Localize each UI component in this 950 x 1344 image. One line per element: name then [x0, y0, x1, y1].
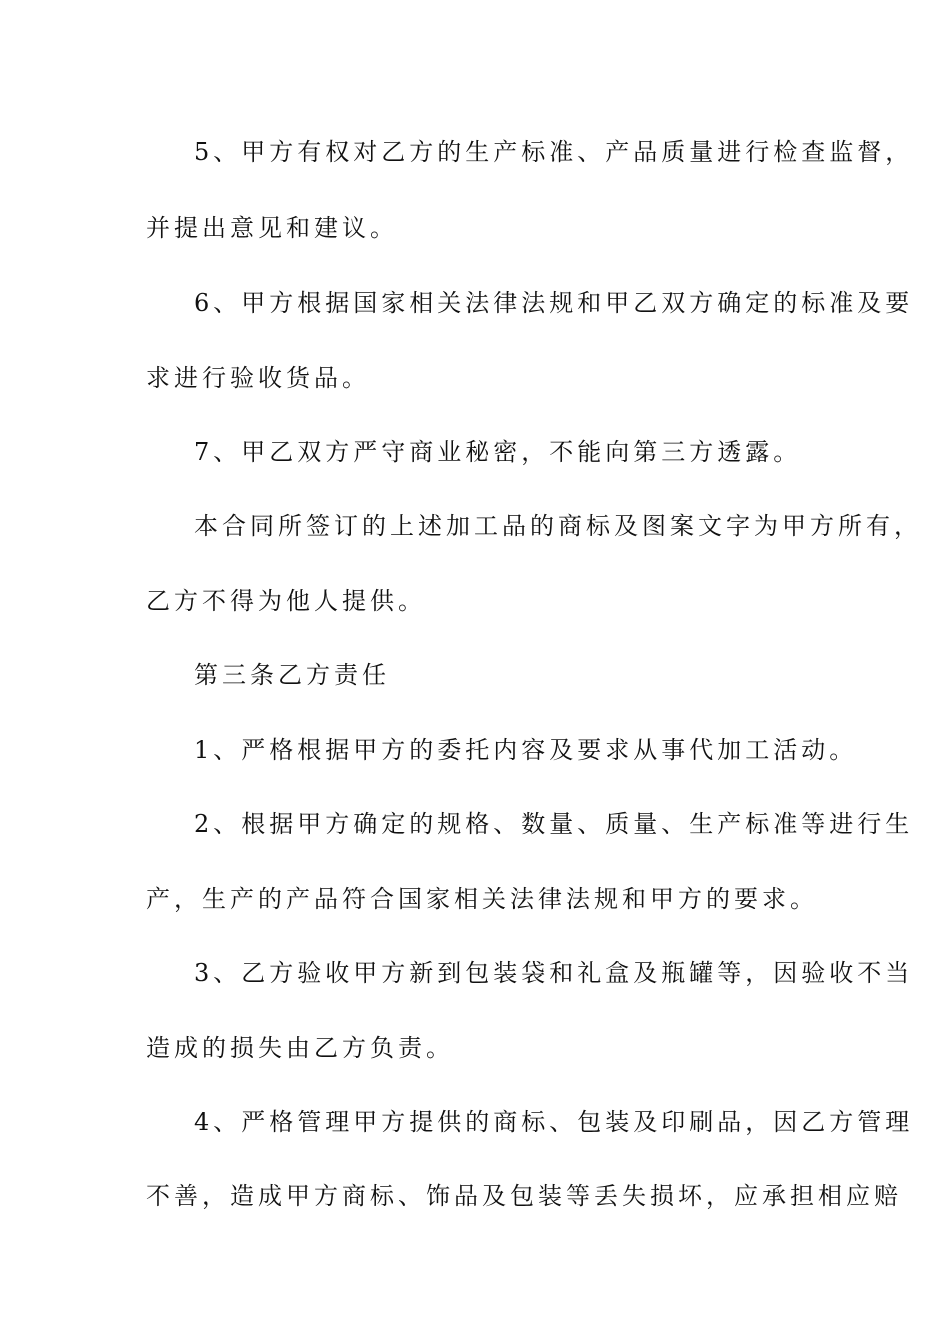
clause-5-line-1: 5、甲方有权对乙方的生产标准、产品质量进行检查监督， — [194, 138, 914, 166]
duty-2-line-2: 产，生产的产品符合国家相关法律法规和甲方的要求。 — [146, 885, 818, 913]
clause-6-line-2: 求进行验收货品。 — [146, 364, 370, 392]
section-heading-article-3: 第三条乙方责任 — [194, 661, 390, 689]
clause-5-line-2: 并提出意见和建议。 — [146, 214, 398, 242]
duty-4-line-1: 4、严格管理甲方提供的商标、包装及印刷品，因乙方管理 — [194, 1108, 914, 1136]
duty-3-line-1: 3、乙方验收甲方新到包装袋和礼盒及瓶罐等，因验收不当 — [194, 959, 914, 987]
clause-6-line-1: 6、甲方根据国家相关法律法规和甲乙双方确定的标准及要 — [194, 289, 914, 317]
duty-2-line-1: 2、根据甲方确定的规格、数量、质量、生产标准等进行生 — [194, 810, 914, 838]
duty-1-line-1: 1、严格根据甲方的委托内容及要求从事代加工活动。 — [194, 736, 858, 764]
trademark-paragraph-line-1: 本合同所签订的上述加工品的商标及图案文字为甲方所有， — [194, 512, 922, 540]
clause-7-line-1: 7、甲乙双方严守商业秘密，不能向第三方透露。 — [194, 438, 802, 466]
trademark-paragraph-line-2: 乙方不得为他人提供。 — [146, 587, 426, 615]
duty-4-line-2: 不善，造成甲方商标、饰品及包装等丢失损坏，应承担相应赔 — [146, 1182, 902, 1210]
duty-3-line-2: 造成的损失由乙方负责。 — [146, 1034, 454, 1062]
